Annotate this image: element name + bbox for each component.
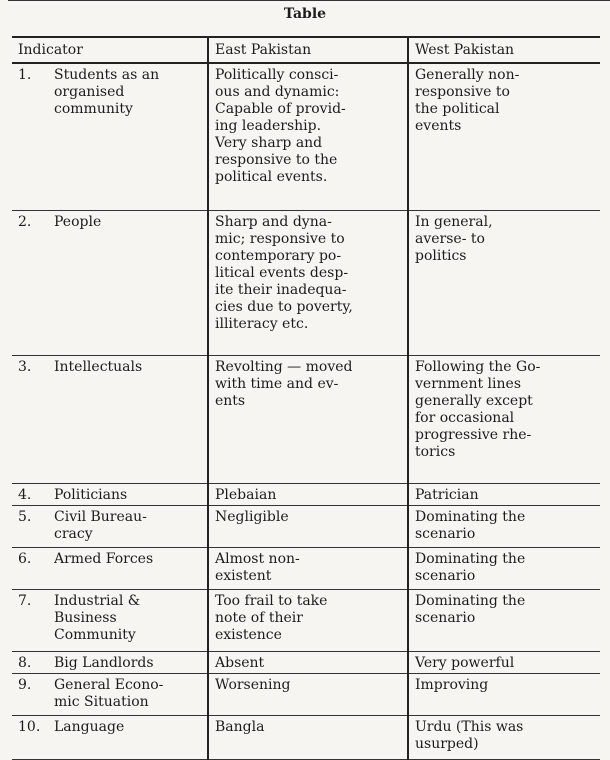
east-pakistan-cell: Politically consci- ous and dynamic: Capable of provid- ing leadership. Very sharp and responsive to the political events. <box>208 63 408 210</box>
west-pakistan-cell: Generally non- responsive to the political events <box>408 63 600 210</box>
indicator-cell <box>12 547 208 589</box>
header-east-pakistan: East Pakistan <box>208 37 408 63</box>
row-number: 4. <box>18 486 32 503</box>
west-pakistan-cell: Dominating the scenario <box>408 589 600 651</box>
header-west-pakistan: West Pakistan <box>408 37 600 63</box>
west-pakistan-cell: Very powerful <box>408 651 600 673</box>
top-rule <box>8 0 610 1</box>
comparison-table <box>12 36 600 760</box>
indicator-cell <box>12 355 208 483</box>
indicator-label: People <box>54 213 102 230</box>
header-row <box>12 37 600 63</box>
row-number: 3. <box>18 358 32 375</box>
indicator-label: Language <box>54 718 125 735</box>
header-indicator: Indicator <box>12 37 208 63</box>
row-number: 9. <box>18 676 32 693</box>
row-number: 1. <box>18 67 32 83</box>
table-row <box>12 547 600 589</box>
west-pakistan-cell: Urdu (This was usurped) <box>408 715 600 759</box>
east-pakistan-cell: Sharp and dyna- mic; responsive to contemporary po- litical events desp- ite their inadequa- cies due to poverty, illiteracy etc. <box>208 210 408 355</box>
indicator-cell <box>12 483 208 505</box>
table-row <box>12 673 600 715</box>
indicator-label: Intellectuals <box>54 358 143 375</box>
table-row <box>12 505 600 547</box>
west-pakistan-cell: In general, averse- to politics <box>408 210 600 355</box>
indicator-label: Students as an organised community <box>54 67 160 117</box>
table-caption: Table <box>283 6 327 22</box>
table-row <box>12 651 600 673</box>
indicator-label: Armed Forces <box>54 550 154 567</box>
indicator-label: Big Landlords <box>54 654 154 671</box>
east-pakistan-cell: Negligible <box>208 505 408 547</box>
east-pakistan-cell: Worsening <box>208 673 408 715</box>
indicator-cell <box>12 715 208 759</box>
indicator-cell <box>12 589 208 651</box>
row-number: 6. <box>18 550 32 567</box>
east-pakistan-cell: Almost non- existent <box>208 547 408 589</box>
row-number: 5. <box>18 508 32 525</box>
table-row <box>12 483 600 505</box>
row-number: 2. <box>18 213 32 230</box>
table-row <box>12 355 600 483</box>
east-pakistan-cell: Revolting — moved with time and ev- ents <box>208 355 408 483</box>
table-row <box>12 589 600 651</box>
table-row <box>12 63 600 210</box>
indicator-label: General Econo- mic Situation <box>54 676 164 710</box>
west-pakistan-cell: Improving <box>408 673 600 715</box>
indicator-cell <box>12 210 208 355</box>
east-pakistan-cell: Plebaian <box>208 483 408 505</box>
west-pakistan-cell: Dominating the scenario <box>408 505 600 547</box>
indicator-label: Industrial & Business Community <box>54 592 141 643</box>
indicator-cell <box>12 505 208 547</box>
indicator-label: Civil Bureau- cracy <box>54 508 147 542</box>
west-pakistan-cell: Patrician <box>408 483 600 505</box>
east-pakistan-cell: Too frail to take note of their existence <box>208 589 408 651</box>
row-number: 10. <box>18 718 41 735</box>
west-pakistan-cell: Dominating the scenario <box>408 547 600 589</box>
east-pakistan-cell: Absent <box>208 651 408 673</box>
table-row <box>12 210 600 355</box>
row-number: 8. <box>18 654 32 671</box>
table-row <box>12 715 600 759</box>
east-pakistan-cell: Bangla <box>208 715 408 759</box>
indicator-cell <box>12 651 208 673</box>
row-number: 7. <box>18 592 32 609</box>
indicator-cell <box>12 673 208 715</box>
west-pakistan-cell: Following the Go- vernment lines generally except for occasional progressive rhe- torics <box>408 355 600 483</box>
indicator-label: Politicians <box>54 486 128 503</box>
indicator-cell <box>12 63 208 210</box>
